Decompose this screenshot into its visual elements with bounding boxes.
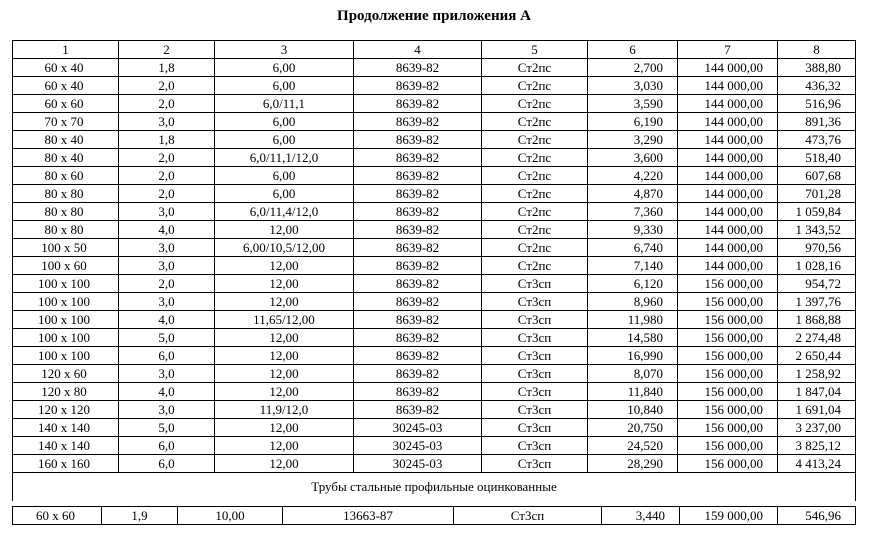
cell-steel-grade: Ст2пс [482, 113, 588, 131]
column-header-1: 1 [13, 41, 119, 59]
cell-price-per-ton: 156 000,00 [678, 347, 778, 365]
cell-length: 12,00 [215, 257, 354, 275]
cell-price: 1 059,84 [778, 203, 856, 221]
cell-gost: 8639-82 [354, 347, 482, 365]
cell-mass: 4,220 [588, 167, 678, 185]
cell-gost: 8639-82 [354, 95, 482, 113]
cell-size: 140 х 140 [13, 419, 119, 437]
cell-price: 891,36 [778, 113, 856, 131]
cell-wall-thickness: 1,9 [102, 507, 178, 525]
page-title: Продолжение приложения А [337, 8, 531, 24]
cell-steel-grade: Ст2пс [482, 59, 588, 77]
cell-steel-grade: Ст3сп [454, 507, 602, 525]
cell-size: 100 х 100 [13, 329, 119, 347]
cell-steel-grade: Ст2пс [482, 203, 588, 221]
table-row [13, 347, 856, 365]
cell-length: 6,0/11,4/12,0 [215, 203, 354, 221]
cell-steel-grade: Ст3сп [482, 293, 588, 311]
cell-length: 11,9/12,0 [215, 401, 354, 419]
cell-price-per-ton: 156 000,00 [678, 311, 778, 329]
cell-price: 607,68 [778, 167, 856, 185]
cell-size: 80 х 40 [13, 149, 119, 167]
cell-wall-thickness: 6,0 [119, 455, 215, 473]
cell-price: 546,96 [778, 507, 856, 525]
cell-size: 160 х 160 [13, 455, 119, 473]
cell-steel-grade: Ст2пс [482, 221, 588, 239]
cell-price-per-ton: 144 000,00 [678, 239, 778, 257]
cell-mass: 6,120 [588, 275, 678, 293]
cell-mass: 16,990 [588, 347, 678, 365]
cell-size: 100 х 100 [13, 275, 119, 293]
cell-price-per-ton: 144 000,00 [678, 95, 778, 113]
cell-mass: 3,600 [588, 149, 678, 167]
cell-steel-grade: Ст2пс [482, 185, 588, 203]
cell-gost: 8639-82 [354, 239, 482, 257]
cell-price-per-ton: 156 000,00 [678, 437, 778, 455]
cell-gost: 8639-82 [354, 311, 482, 329]
cell-length: 6,00 [215, 113, 354, 131]
cell-size: 120 х 120 [13, 401, 119, 419]
cell-steel-grade: Ст2пс [482, 131, 588, 149]
cell-mass: 3,590 [588, 95, 678, 113]
cell-wall-thickness: 3,0 [119, 401, 215, 419]
cell-length: 12,00 [215, 383, 354, 401]
cell-mass: 11,980 [588, 311, 678, 329]
cell-price: 1 847,04 [778, 383, 856, 401]
cell-gost: 8639-82 [354, 77, 482, 95]
cell-size: 80 х 80 [13, 221, 119, 239]
table-row [13, 293, 856, 311]
cell-gost: 8639-82 [354, 113, 482, 131]
table-header-row [13, 41, 856, 59]
cell-gost: 13663-87 [283, 507, 454, 525]
cell-price: 3 237,00 [778, 419, 856, 437]
cell-wall-thickness: 2,0 [119, 77, 215, 95]
table-row [13, 185, 856, 203]
cell-gost: 8639-82 [354, 167, 482, 185]
cell-length: 12,00 [215, 455, 354, 473]
cell-steel-grade: Ст3сп [482, 437, 588, 455]
cell-size: 60 х 60 [13, 95, 119, 113]
cell-price-per-ton: 144 000,00 [678, 113, 778, 131]
table-row [13, 59, 856, 77]
cell-price: 473,76 [778, 131, 856, 149]
cell-steel-grade: Ст3сп [482, 455, 588, 473]
cell-price-per-ton: 156 000,00 [678, 365, 778, 383]
cell-length: 12,00 [215, 347, 354, 365]
cell-price-per-ton: 156 000,00 [678, 329, 778, 347]
cell-length: 10,00 [178, 507, 283, 525]
table-row [13, 257, 856, 275]
cell-length: 6,00 [215, 77, 354, 95]
table-row [13, 329, 856, 347]
cell-wall-thickness: 3,0 [119, 257, 215, 275]
cell-gost: 8639-82 [354, 293, 482, 311]
cell-price-per-ton: 156 000,00 [678, 293, 778, 311]
cell-size: 120 х 80 [13, 383, 119, 401]
cell-price-per-ton: 144 000,00 [678, 203, 778, 221]
section-row [13, 473, 856, 502]
cell-mass: 4,870 [588, 185, 678, 203]
cell-size: 120 х 60 [13, 365, 119, 383]
cell-price: 518,40 [778, 149, 856, 167]
column-header-6: 6 [588, 41, 678, 59]
table-row [13, 113, 856, 131]
cell-price-per-ton: 144 000,00 [678, 257, 778, 275]
cell-price-per-ton: 144 000,00 [678, 59, 778, 77]
table-row [13, 77, 856, 95]
cell-steel-grade: Ст3сп [482, 383, 588, 401]
cell-length: 12,00 [215, 221, 354, 239]
cell-wall-thickness: 2,0 [119, 95, 215, 113]
cell-steel-grade: Ст2пс [482, 167, 588, 185]
cell-mass: 6,740 [588, 239, 678, 257]
cell-length: 6,0/11,1 [215, 95, 354, 113]
table-row [13, 383, 856, 401]
table-row [13, 311, 856, 329]
column-header-2: 2 [119, 41, 215, 59]
cell-wall-thickness: 6,0 [119, 347, 215, 365]
cell-price: 4 413,24 [778, 455, 856, 473]
cell-mass: 8,070 [588, 365, 678, 383]
cell-wall-thickness: 1,8 [119, 131, 215, 149]
price-table [12, 40, 856, 501]
cell-length: 12,00 [215, 365, 354, 383]
cell-steel-grade: Ст2пс [482, 77, 588, 95]
cell-steel-grade: Ст3сп [482, 365, 588, 383]
cell-wall-thickness: 3,0 [119, 365, 215, 383]
cell-wall-thickness: 3,0 [119, 293, 215, 311]
cell-size: 100 х 100 [13, 347, 119, 365]
cell-size: 100 х 60 [13, 257, 119, 275]
cell-length: 12,00 [215, 329, 354, 347]
cell-size: 60 х 40 [13, 77, 119, 95]
cell-steel-grade: Ст3сп [482, 347, 588, 365]
cell-wall-thickness: 3,0 [119, 113, 215, 131]
column-header-4: 4 [354, 41, 482, 59]
cell-wall-thickness: 6,0 [119, 437, 215, 455]
cell-gost: 8639-82 [354, 383, 482, 401]
column-header-3: 3 [215, 41, 354, 59]
cell-wall-thickness: 2,0 [119, 275, 215, 293]
column-header-8: 8 [778, 41, 856, 59]
cell-price: 970,56 [778, 239, 856, 257]
cell-length: 6,00 [215, 167, 354, 185]
table-row [13, 203, 856, 221]
table-row [13, 221, 856, 239]
cell-size: 80 х 80 [13, 185, 119, 203]
cell-size: 60 х 40 [13, 59, 119, 77]
cell-length: 12,00 [215, 293, 354, 311]
cell-steel-grade: Ст3сп [482, 419, 588, 437]
cell-wall-thickness: 2,0 [119, 149, 215, 167]
cell-mass: 8,960 [588, 293, 678, 311]
cell-wall-thickness: 4,0 [119, 221, 215, 239]
table-row [13, 95, 856, 113]
cell-mass: 7,140 [588, 257, 678, 275]
cell-price-per-ton: 144 000,00 [678, 149, 778, 167]
cell-size: 80 х 60 [13, 167, 119, 185]
cell-mass: 14,580 [588, 329, 678, 347]
cell-gost: 8639-82 [354, 221, 482, 239]
cell-mass: 11,840 [588, 383, 678, 401]
cell-length: 6,00 [215, 131, 354, 149]
cell-price-per-ton: 156 000,00 [678, 419, 778, 437]
cell-wall-thickness: 4,0 [119, 383, 215, 401]
cell-wall-thickness: 1,8 [119, 59, 215, 77]
cell-length: 6,00/10,5/12,00 [215, 239, 354, 257]
table-row [13, 419, 856, 437]
cell-gost: 8639-82 [354, 203, 482, 221]
cell-mass: 9,330 [588, 221, 678, 239]
cell-gost: 8639-82 [354, 329, 482, 347]
cell-mass: 3,440 [602, 507, 680, 525]
table-row [13, 507, 856, 525]
cell-mass: 3,030 [588, 77, 678, 95]
cell-mass: 24,520 [588, 437, 678, 455]
table-row [13, 401, 856, 419]
cell-wall-thickness: 2,0 [119, 167, 215, 185]
cell-mass: 7,360 [588, 203, 678, 221]
cell-wall-thickness: 3,0 [119, 203, 215, 221]
cell-price: 3 825,12 [778, 437, 856, 455]
cell-price: 516,96 [778, 95, 856, 113]
cell-price-per-ton: 144 000,00 [678, 167, 778, 185]
cell-size: 80 х 80 [13, 203, 119, 221]
cell-price: 1 868,88 [778, 311, 856, 329]
cell-length: 12,00 [215, 419, 354, 437]
cell-size: 140 х 140 [13, 437, 119, 455]
cell-gost: 8639-82 [354, 185, 482, 203]
table-row [13, 167, 856, 185]
table-row [13, 455, 856, 473]
cell-price: 1 397,76 [778, 293, 856, 311]
cell-price: 701,28 [778, 185, 856, 203]
cell-size: 60 х 60 [13, 507, 102, 525]
column-header-5: 5 [482, 41, 588, 59]
cell-price-per-ton: 144 000,00 [678, 185, 778, 203]
cell-steel-grade: Ст2пс [482, 239, 588, 257]
cell-length: 6,00 [215, 185, 354, 203]
cell-gost: 8639-82 [354, 401, 482, 419]
cell-length: 12,00 [215, 437, 354, 455]
galvanized-table [12, 506, 856, 525]
cell-price-per-ton: 159 000,00 [680, 507, 778, 525]
cell-price: 1 343,52 [778, 221, 856, 239]
cell-price-per-ton: 144 000,00 [678, 221, 778, 239]
cell-gost: 8639-82 [354, 149, 482, 167]
cell-mass: 2,700 [588, 59, 678, 77]
cell-length: 11,65/12,00 [215, 311, 354, 329]
cell-mass: 28,290 [588, 455, 678, 473]
cell-wall-thickness: 5,0 [119, 329, 215, 347]
cell-gost: 30245-03 [354, 455, 482, 473]
cell-price: 1 028,16 [778, 257, 856, 275]
cell-steel-grade: Ст2пс [482, 257, 588, 275]
cell-size: 100 х 100 [13, 293, 119, 311]
cell-length: 6,0/11,1/12,0 [215, 149, 354, 167]
cell-price: 436,32 [778, 77, 856, 95]
cell-gost: 8639-82 [354, 131, 482, 149]
cell-gost: 8639-82 [354, 59, 482, 77]
cell-size: 70 х 70 [13, 113, 119, 131]
cell-price-per-ton: 156 000,00 [678, 383, 778, 401]
cell-mass: 10,840 [588, 401, 678, 419]
cell-gost: 8639-82 [354, 365, 482, 383]
cell-gost: 30245-03 [354, 419, 482, 437]
cell-price: 388,80 [778, 59, 856, 77]
cell-length: 12,00 [215, 275, 354, 293]
table-row [13, 275, 856, 293]
cell-size: 80 х 40 [13, 131, 119, 149]
cell-gost: 8639-82 [354, 275, 482, 293]
cell-size: 100 х 100 [13, 311, 119, 329]
cell-mass: 6,190 [588, 113, 678, 131]
cell-steel-grade: Ст2пс [482, 149, 588, 167]
cell-wall-thickness: 3,0 [119, 239, 215, 257]
cell-length: 6,00 [215, 59, 354, 77]
cell-price: 1 258,92 [778, 365, 856, 383]
cell-mass: 3,290 [588, 131, 678, 149]
cell-price-per-ton: 144 000,00 [678, 77, 778, 95]
cell-wall-thickness: 4,0 [119, 311, 215, 329]
cell-price-per-ton: 156 000,00 [678, 275, 778, 293]
cell-size: 100 х 50 [13, 239, 119, 257]
table-row [13, 365, 856, 383]
cell-wall-thickness: 5,0 [119, 419, 215, 437]
cell-steel-grade: Ст3сп [482, 311, 588, 329]
table-row [13, 239, 856, 257]
cell-mass: 20,750 [588, 419, 678, 437]
cell-wall-thickness: 2,0 [119, 185, 215, 203]
cell-price-per-ton: 156 000,00 [678, 455, 778, 473]
cell-price-per-ton: 144 000,00 [678, 131, 778, 149]
table-row [13, 131, 856, 149]
cell-price: 2 274,48 [778, 329, 856, 347]
cell-gost: 8639-82 [354, 257, 482, 275]
section-title: Трубы стальные профильные оцинкованные [13, 473, 856, 502]
column-header-7: 7 [678, 41, 778, 59]
cell-price: 1 691,04 [778, 401, 856, 419]
cell-price-per-ton: 156 000,00 [678, 401, 778, 419]
cell-steel-grade: Ст3сп [482, 329, 588, 347]
cell-steel-grade: Ст3сп [482, 275, 588, 293]
cell-steel-grade: Ст2пс [482, 95, 588, 113]
table-row [13, 437, 856, 455]
table-row [13, 149, 856, 167]
cell-price: 954,72 [778, 275, 856, 293]
cell-gost: 30245-03 [354, 437, 482, 455]
cell-price: 2 650,44 [778, 347, 856, 365]
cell-steel-grade: Ст3сп [482, 401, 588, 419]
